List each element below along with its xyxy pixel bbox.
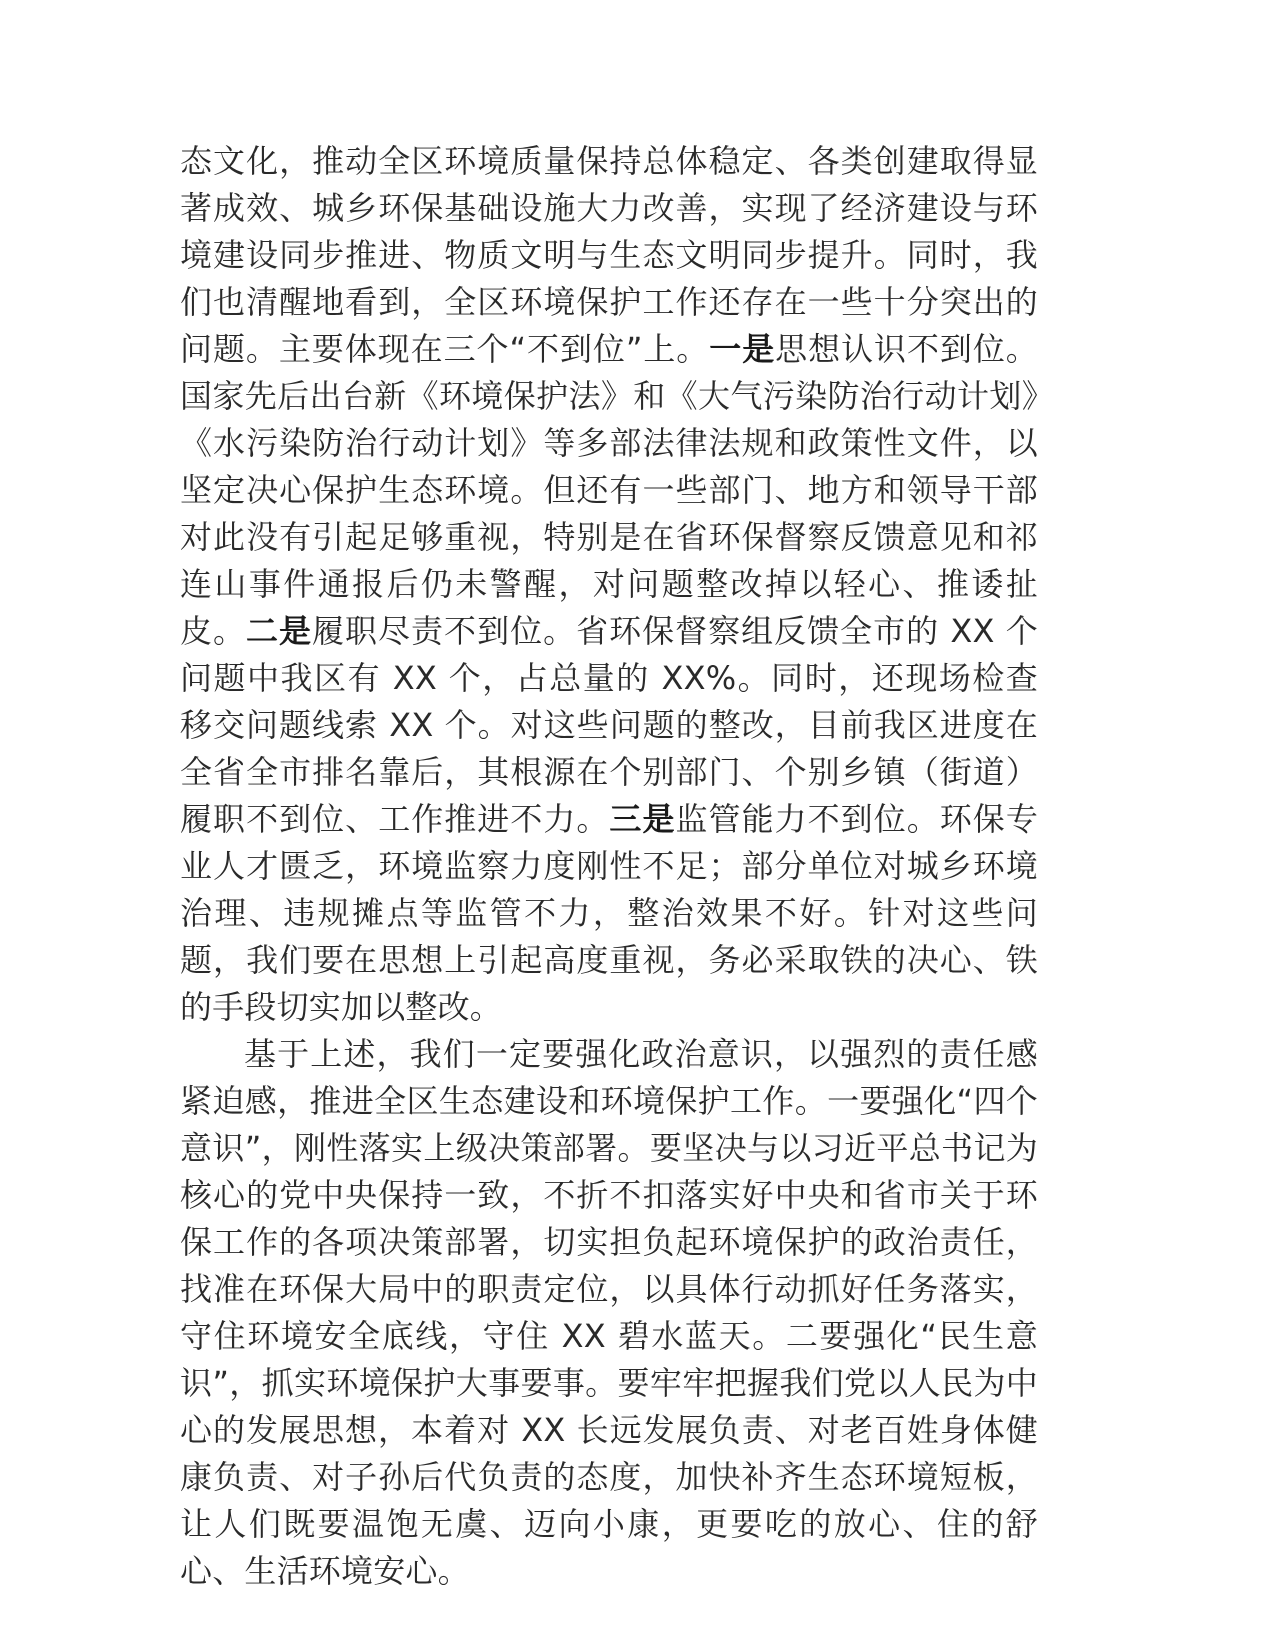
body-text bbox=[180, 138, 1038, 1595]
emphasis-first: 一是 bbox=[709, 330, 776, 368]
paragraph-1-text-2: 思想认识不到位。国家先后出台新《环境保护法》和《大气污染防治行动计划》《水污染防治行动计划》等多部法律法规和政策性文件，以坚定决心保护生态环境。但还有一些部门、地方和领导干部对此没有引起足够重视，特别是在省环保督察反馈意见和祁连山事件通报后仍未警醒，对问题整改掉以轻心、推诿扯皮。 bbox=[180, 330, 1039, 650]
emphasis-third: 三是 bbox=[609, 800, 676, 838]
paragraph-2-text: 基于上述，我们一定要强化政治意识，以强烈的责任感紧迫感，推进全区生态建设和环境保护工作。一要强化“四个意识”，刚性落实上级决策部署。要坚决与以习近平总书记为核心的党中央保持一致，不折不扣落实好中央和省市关于环保工作的各项决策部署，切实担负起环境保护的政治责任，找准在环保大局中的职责定位，以具体行动抓好任务落实，守住环境安全底线，守住 XX 碧水蓝天。二要强化“民生意识”，抓实环境保护大事要事。要牢牢把握我们党以人民为中心的发展思想，本着对 XX 长远发展负责、对老百姓身体健康负责、对子孙后代负责的态度，加快补齐生态环境短板，让人们既要温饱无虞、迈向小康，更要吃的放心、住的舒心、生活环境安心。 bbox=[180, 1035, 1038, 1590]
paragraph-2 bbox=[180, 1031, 1038, 1595]
emphasis-second: 二是 bbox=[246, 612, 313, 650]
paragraph-1-text-1: 态文化，推动全区环境质量保持总体稳定、各类创建取得显著成效、城乡环保基础设施大力改善，实现了经济建设与环境建设同步推进、物质文明与生态文明同步提升。同时，我们也清醒地看到，全区环境保护工作还存在一些十分突出的问题。主要体现在三个“不到位”上。 bbox=[180, 142, 1038, 368]
paragraph-1-text-3: 履职尽责不到位。省环保督察组反馈全市的 XX 个问题中我区有 XX 个，占总量的 XX%。同时，还现场检查移交问题线索 XX 个。对这些问题的整改，目前我区进度在全省全市排名靠后，其根源在个别部门、个别乡镇（街道）履职不到位、工作推进不力。 bbox=[180, 612, 1038, 838]
paragraph-1 bbox=[180, 138, 1038, 1031]
paragraph-1-text-4: 监管能力不到位。环保专业人才匮乏，环境监察力度刚性不足；部分单位对城乡环境治理、违规摊点等监管不力，整治效果不好。针对这些问题，我们要在思想上引起高度重视，务必采取铁的决心、铁的手段切实加以整改。 bbox=[180, 800, 1039, 1026]
